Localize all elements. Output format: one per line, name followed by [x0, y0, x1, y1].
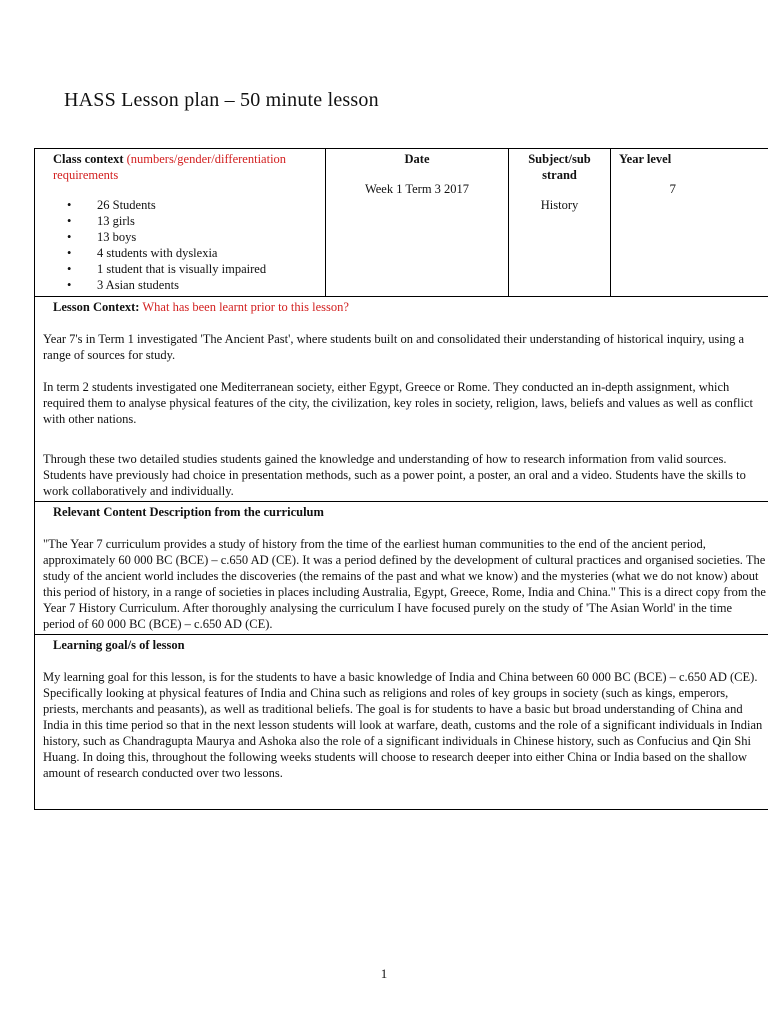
learning-goals-label: Learning goal/s of lesson: [53, 638, 185, 652]
date-value: Week 1 Term 3 2017: [364, 182, 470, 196]
year-level-cell: [611, 149, 768, 297]
learning-goals-cell: [35, 635, 768, 810]
year-level-label: Year level: [619, 152, 672, 166]
bullet-icon: •: [67, 230, 72, 244]
content-description-text: "The Year 7 curriculum provides a study of history from the time of the earliest human communities to the end of the ancient period, approximately 60 000 BC (BCE) – c.650 AD (CE). It was a period defined by the development of cultural practices and organised societies. The study of the ancient world includes the discoveries (the remains of the past and what we know) and the mysteries (what we do not know) about this period of history, in a range of societies in places including Australia, Egypt, Greece, Rome, India and China." This is a direct copy from the Year 7 History Curriculum. After thoroughly analysing the curriculum I have focused purely on the study of 'The Asian World' in the time period of 60 000 BC (BCE) – c.650 AD (CE).: [43, 537, 766, 631]
bullet-icon: •: [67, 214, 72, 228]
page-number: 1: [380, 966, 388, 981]
year-level-value: 7: [669, 181, 676, 196]
class-context-note: (numbers/gender/differentiation requirements: [53, 152, 287, 182]
content-description-row: [35, 502, 768, 635]
bullet-icon: •: [67, 246, 72, 260]
lesson-context-paragraph: In term 2 students investigated one Mediterranean society, either Egypt, Greece or Rome. They conducted an in-depth assignment, which required them to analyse physical features of the city, the civilization, key roles in society, religion, laws, beliefs and values as well as conflict with other nations.: [43, 380, 753, 426]
lesson-context-row: [35, 297, 768, 502]
lesson-context-heading: [43, 299, 766, 315]
bullet-icon: •: [67, 278, 72, 292]
subject-value: History: [540, 198, 579, 212]
list-item: • 26 Students: [43, 197, 317, 213]
bullet-icon: •: [67, 198, 72, 212]
lesson-context-paragraph: Through these two detailed studies students gained the knowledge and understanding of how to research information from valid sources. Students have previously had choice in presentation methods, such as a power point, a poster, an oral and a video. Students have the skills to work collaboratively and individually.: [43, 452, 746, 498]
subject-label: Subject/sub strand: [528, 152, 591, 182]
lesson-context-cell: [35, 297, 768, 502]
lesson-context-prompt: What has been learnt prior to this lesson?: [142, 300, 349, 314]
content-description-label: Relevant Content Description from the curriculum: [53, 505, 324, 519]
class-context-cell: [35, 149, 326, 297]
bullet-icon: •: [67, 262, 72, 276]
learning-goals-text: My learning goal for this lesson, is for the students to have a basic knowledge of India and China between 60 000 BC (BCE) – c.650 AD (CE). Specifically looking at physical features of India and China such as religions and roles of key groups in society (such as kings, emperors, priests, merchants and peasants), as well as traditional beliefs. The goal is for students to have a basic but broad understanding of China and India in this time period so that in the next lesson students will look at warfare, death, customs and the role of a significant individuals in Indian history, such as Chandragupta Maurya and Ashoka also the role of a significant individuals in Chinese history, such as Confucius and Qin Shi Huang. In doing this, throughout the following weeks students will choose to research deeper into either China or India based on the shallow amount of research conducted over two lessons.: [43, 670, 763, 780]
content-description-cell: [35, 502, 768, 635]
document-title: HASS Lesson plan – 50 minute lesson: [64, 89, 379, 111]
learning-goals-row: [35, 635, 768, 810]
list-item: • 13 girls: [43, 213, 317, 229]
lesson-context-label: Lesson Context:: [53, 300, 140, 314]
list-item: • 13 boys: [43, 229, 317, 245]
lesson-plan-table: [34, 148, 768, 810]
list-item: • 1 student that is visually impaired: [43, 261, 317, 277]
list-item: • 3 Asian students: [43, 277, 317, 293]
date-cell: [326, 149, 509, 297]
header-row: [35, 149, 768, 297]
class-context-heading: [43, 151, 317, 183]
lesson-context-paragraph: Year 7's in Term 1 investigated 'The Ancient Past', where students built on and consolidated their understanding of historical inquiry, using a range of sources for study.: [43, 332, 745, 362]
list-item: • 4 students with dyslexia: [43, 245, 317, 261]
subject-cell: [509, 149, 611, 297]
date-label: Date: [404, 152, 430, 166]
class-context-label: Class context: [53, 152, 124, 166]
class-context-list: [43, 197, 317, 293]
